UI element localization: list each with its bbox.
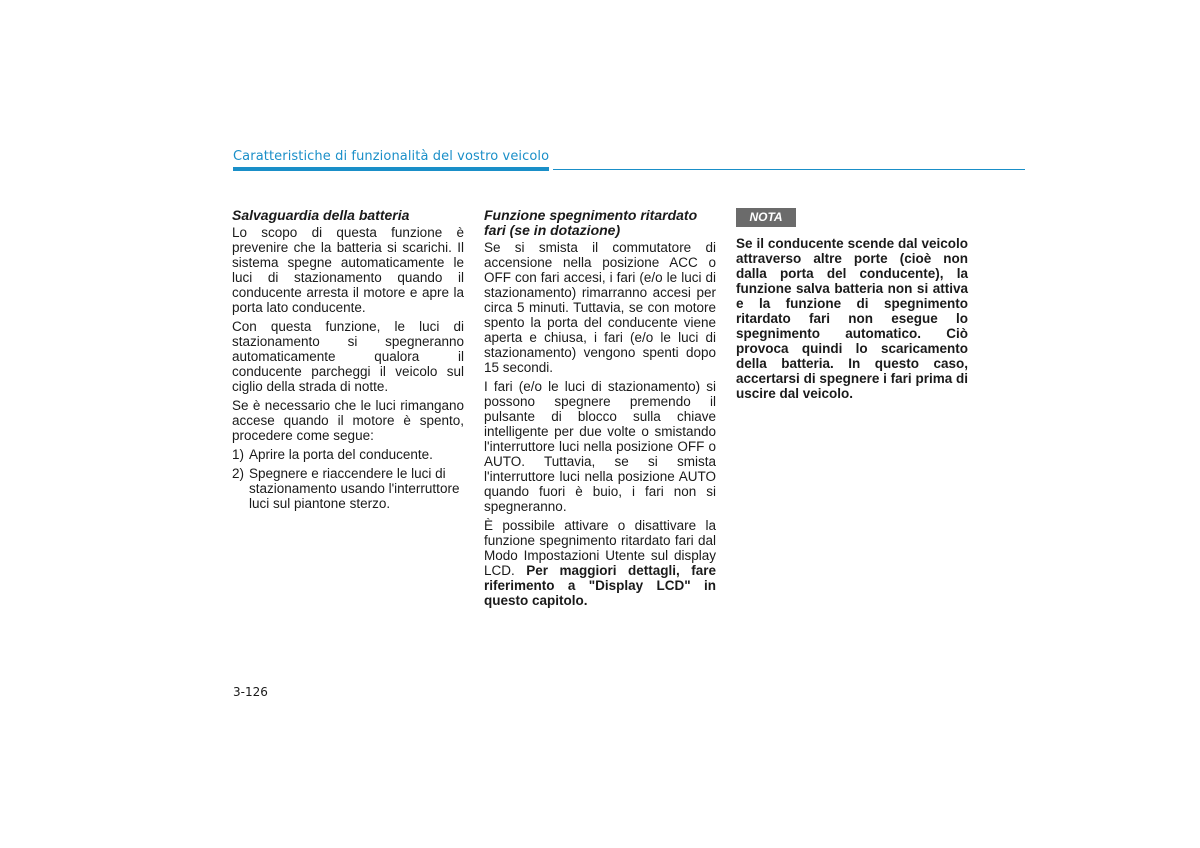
list-item <box>232 466 464 511</box>
column-battery-saver <box>232 208 464 515</box>
step-text: Aprire la porta del conducente. <box>249 447 433 462</box>
note-text: Se il conducente scende dal veicolo attraverso altre porte (cioè non dalla porta del conducente), la funzione salva batteria non si attiva e la funzione di spegnimento ritardato fari non esegue lo spegnimento automatico. Ciò provoca quindi lo scaricamento della batteria. In questo caso, accertarsi di spegnere i fari prima di uscire dal veicolo. <box>736 236 968 401</box>
paragraph: Con questa funzione, le luci di stazionamento si spegneranno automaticamente qualora il conducente parcheggi il veicolo sul ciglio della strada di notte. <box>232 319 464 394</box>
step-number: 1) <box>232 447 245 462</box>
paragraph: I fari (e/o le luci di stazionamento) si possono spegnere premendo il pulsante di blocco sulla chiave intelligente per due volte o smistando l'interruttore luci nella posizione OFF o AUTO. Tuttavia, se si smista l'interruttore luci nella posizione AUTO quando fuori è buio, i fari non si spegneranno. <box>484 379 716 514</box>
paragraph: Lo scopo di questa funzione è prevenire che la batteria si scarichi. Il sistema spegne automaticamente le luci di stazionamento quando il conducente arresta il motore e apre la porta lato conducente. <box>232 225 464 315</box>
page-number: 3-126 <box>233 685 268 699</box>
steps-list <box>232 447 464 511</box>
heading-battery-saver: Salvaguardia della batteria <box>232 207 410 223</box>
column-headlight-delay <box>484 208 716 612</box>
paragraph <box>484 518 716 608</box>
cross-reference-text: Per maggiori dettagli, fare riferimento a "Display LCD" in questo capitolo. <box>484 563 716 608</box>
section-title: Caratteristiche di funzionalità del vostro veicolo <box>233 149 550 164</box>
header-rule-thick <box>233 167 549 171</box>
step-number: 2) <box>232 466 245 481</box>
step-text: Spegnere e riaccendere le luci di stazionamento usando l'interruttore luci sul piantone sterzo. <box>249 466 460 511</box>
paragraph-text: È possibile attivare o disattivare la funzione spegnimento ritardato fari dal Modo Impostazioni Utente sul display LCD. <box>484 518 716 578</box>
note-badge: NOTA <box>736 208 796 227</box>
heading-headlight-delay: Funzione spegnimento ritardato fari (se in dotazione) <box>484 207 698 238</box>
paragraph: Se si smista il commutatore di accensione nella posizione ACC o OFF con fari accesi, i fari (e/o le luci di stazionamento) rimarranno accesi per circa 5 minuti. Tuttavia, se con motore spento la porta del conducente viene aperta e chiusa, i fari (e/o le luci di stazionamento) vengono spenti dopo 15 secondi. <box>484 240 716 375</box>
list-item <box>232 447 464 462</box>
paragraph: Se è necessario che le luci rimangano accese quando il motore è spento, procedere come segue: <box>232 398 464 443</box>
header-rule-thin <box>553 169 1025 170</box>
note-box <box>736 208 968 405</box>
